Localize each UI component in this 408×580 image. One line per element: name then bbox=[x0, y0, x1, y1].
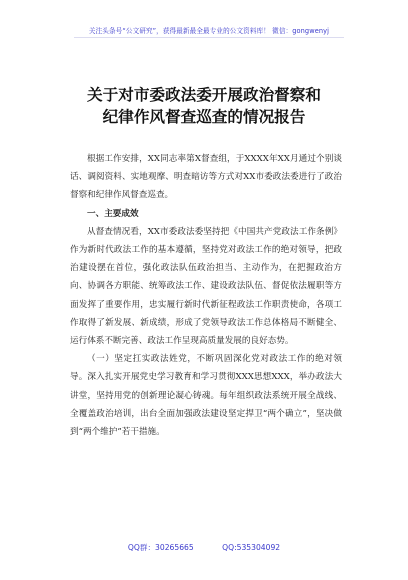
footer-qq-group: QQ群：30265665 bbox=[127, 543, 194, 552]
header-banner bbox=[74, 22, 344, 38]
subsection-1-paragraph: （一）坚定扛实政法姓党，不断巩固深化党对政法工作的绝对领导。深入扎实开展党史学习教育和学习贯彻XXX思想XXX，举办政法大讲堂，坚持用党的创新理论凝心铸魂。每年组织政法系统开展全战线、全覆盖政治培训，出台全面加强政法建设坚定捍卫“两个确立”，坚决做到“两个维护”若干措施。 bbox=[70, 354, 342, 438]
title-line-1: 关于对市委政法委开展政治督察和 bbox=[87, 85, 321, 104]
title-line-2: 纪律作风督查巡查的情况报告 bbox=[102, 107, 306, 126]
document-body bbox=[70, 150, 342, 441]
main-results-paragraph: 从督查情况看，XX市委政法委坚持把《中国共产党政法工作条例》作为新时代政法工作的基本遵循，坚持党对政法工作的绝对领导，把政治建设摆在首位，强化政法队伍政治担当、主动作为，在把握政治方向、协调各方职能、统筹政法工作、建设政法队伍、督促依法履职等方面发挥了重要作用，忠实履行新时代新征程政法工作职责使命，各项工作取得了新发展、新成绩，形成了党领导政法工作总体格局不断健全、运行体系不断完善、政法工作呈现高质量发展的良好态势。 bbox=[70, 226, 342, 347]
document-title bbox=[0, 84, 408, 128]
footer-qq: QQ:535304092 bbox=[222, 543, 281, 552]
header-banner-text: 关注头条号“公文研究”，获得最新最全最专业的公文资料库！ 微信：gongwenyj bbox=[88, 26, 330, 35]
footer-contact bbox=[0, 542, 408, 553]
intro-paragraph: 根据工作安排，XX同志率第X督查组，于XXXX年XX月通过个别谈话、调阅资料、实地观摩、明查暗访等方式对XX市委政法委进行了政治督察和纪律作风督查巡查。 bbox=[70, 154, 342, 201]
section-heading-main-results: 一、主要成效 bbox=[87, 208, 139, 219]
